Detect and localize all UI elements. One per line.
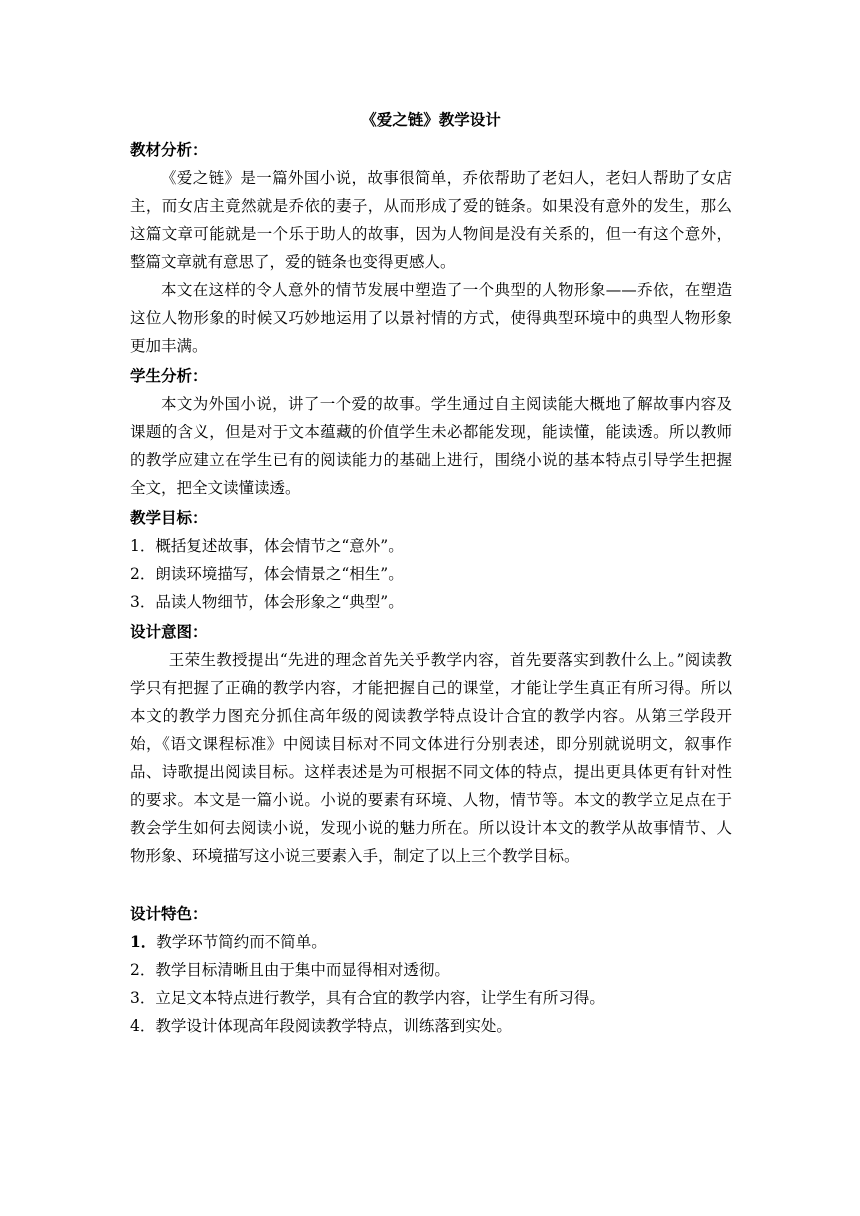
goal-text: 概括复述故事，体会情节之“意外”。 — [155, 537, 404, 555]
feature-text: 教学环节简约而不简单。 — [156, 933, 327, 951]
goal-number: 2． — [130, 565, 156, 583]
heading-teaching-goals: 教学目标： — [130, 508, 208, 527]
feature-number: 2． — [130, 961, 156, 979]
feature-item-2 — [130, 956, 732, 984]
document-page — [130, 108, 732, 1040]
feature-text: 教学目标清晰且由于集中而显得相对透彻。 — [155, 961, 450, 979]
paragraph-students-1: 本文为外国小说，讲了一个爱的故事。学生通过自主阅读能大概地了解故事内容及课题的含义，但是对于文本蕴藏的价值学生未必都能发现，能读懂，能读透。所以教师的教学应建立在学生已有的阅读能力的基础上进行，围绕小说的基本特点引导学生把握全文，把全文读懂读透。 — [130, 395, 732, 497]
feature-item-4 — [130, 1012, 732, 1040]
feature-number: 4． — [130, 1017, 156, 1035]
document-title: 《爱之链》教学设计 — [361, 110, 501, 129]
feature-item-1 — [130, 928, 732, 956]
blank-line — [130, 870, 732, 898]
feature-text: 教学设计体现高年段阅读教学特点，训练落到实处。 — [155, 1017, 512, 1035]
heading-student-analysis: 学生分析： — [130, 366, 208, 385]
goal-text: 品读人物细节，体会形象之“典型”。 — [155, 593, 404, 611]
feature-number: 3． — [130, 989, 156, 1007]
paragraph-textbook-2: 本文在这样的令人意外的情节发展中塑造了一个典型的人物形象——乔依，在塑造这位人物形象的时候又巧妙地运用了以景衬情的方式，使得典型环境中的典型人物形象更加丰满。 — [130, 281, 732, 355]
goal-item-1 — [130, 532, 732, 560]
heading-design-intent: 设计意图： — [130, 622, 208, 641]
feature-text: 立足文本特点进行教学，具有合宜的教学内容，让学生有所习得。 — [155, 989, 605, 1007]
feature-item-3 — [130, 984, 732, 1012]
paragraph-textbook-1: 《爱之链》是一篇外国小说，故事很简单，乔依帮助了老妇人，老妇人帮助了女店主，而女店主竟然就是乔依的妻子，从而形成了爱的链条。如果没有意外的发生，那么这篇文章可能就是一个乐于助人的故事，因为人物间是没有关系的，但一有这个意外，整篇文章就有意思了，爱的链条也变得更感人。 — [130, 169, 732, 271]
goal-number: 1． — [130, 537, 156, 555]
feature-number: 1． — [130, 932, 157, 951]
goal-item-2 — [130, 560, 732, 588]
heading-design-features: 设计特色： — [130, 904, 208, 923]
goal-number: 3． — [130, 593, 156, 611]
heading-textbook-analysis: 教材分析： — [130, 140, 208, 159]
goal-item-3 — [130, 588, 732, 616]
goal-text: 朗读环境描写，体会情景之“相生”。 — [155, 565, 404, 583]
paragraph-intent-1: 王荣生教授提出“先进的理念首先关乎教学内容，首先要落实到教什么上。”阅读教学只有把握了正确的教学内容，才能把握自己的课堂，才能让学生真正有所习得。所以本文的教学力图充分抓住高年级的阅读教学特点设计合宜的教学内容。从第三学段开始，《语文课程标准》中阅读目标对不同文体进行分别表述，即分别就说明文，叙事作品、诗歌提出阅读目标。这样表述是为可根据不同文体的特点，提出更具体更有针对性的要求。本文是一篇小说。小说的要素有环境、人物，情节等。本文的教学立足点在于教会学生如何去阅读小说，发现小说的魅力所在。所以设计本文的教学从故事情节、人物形象、环境描写这小说三要素入手，制定了以上三个教学目标。 — [130, 651, 732, 865]
